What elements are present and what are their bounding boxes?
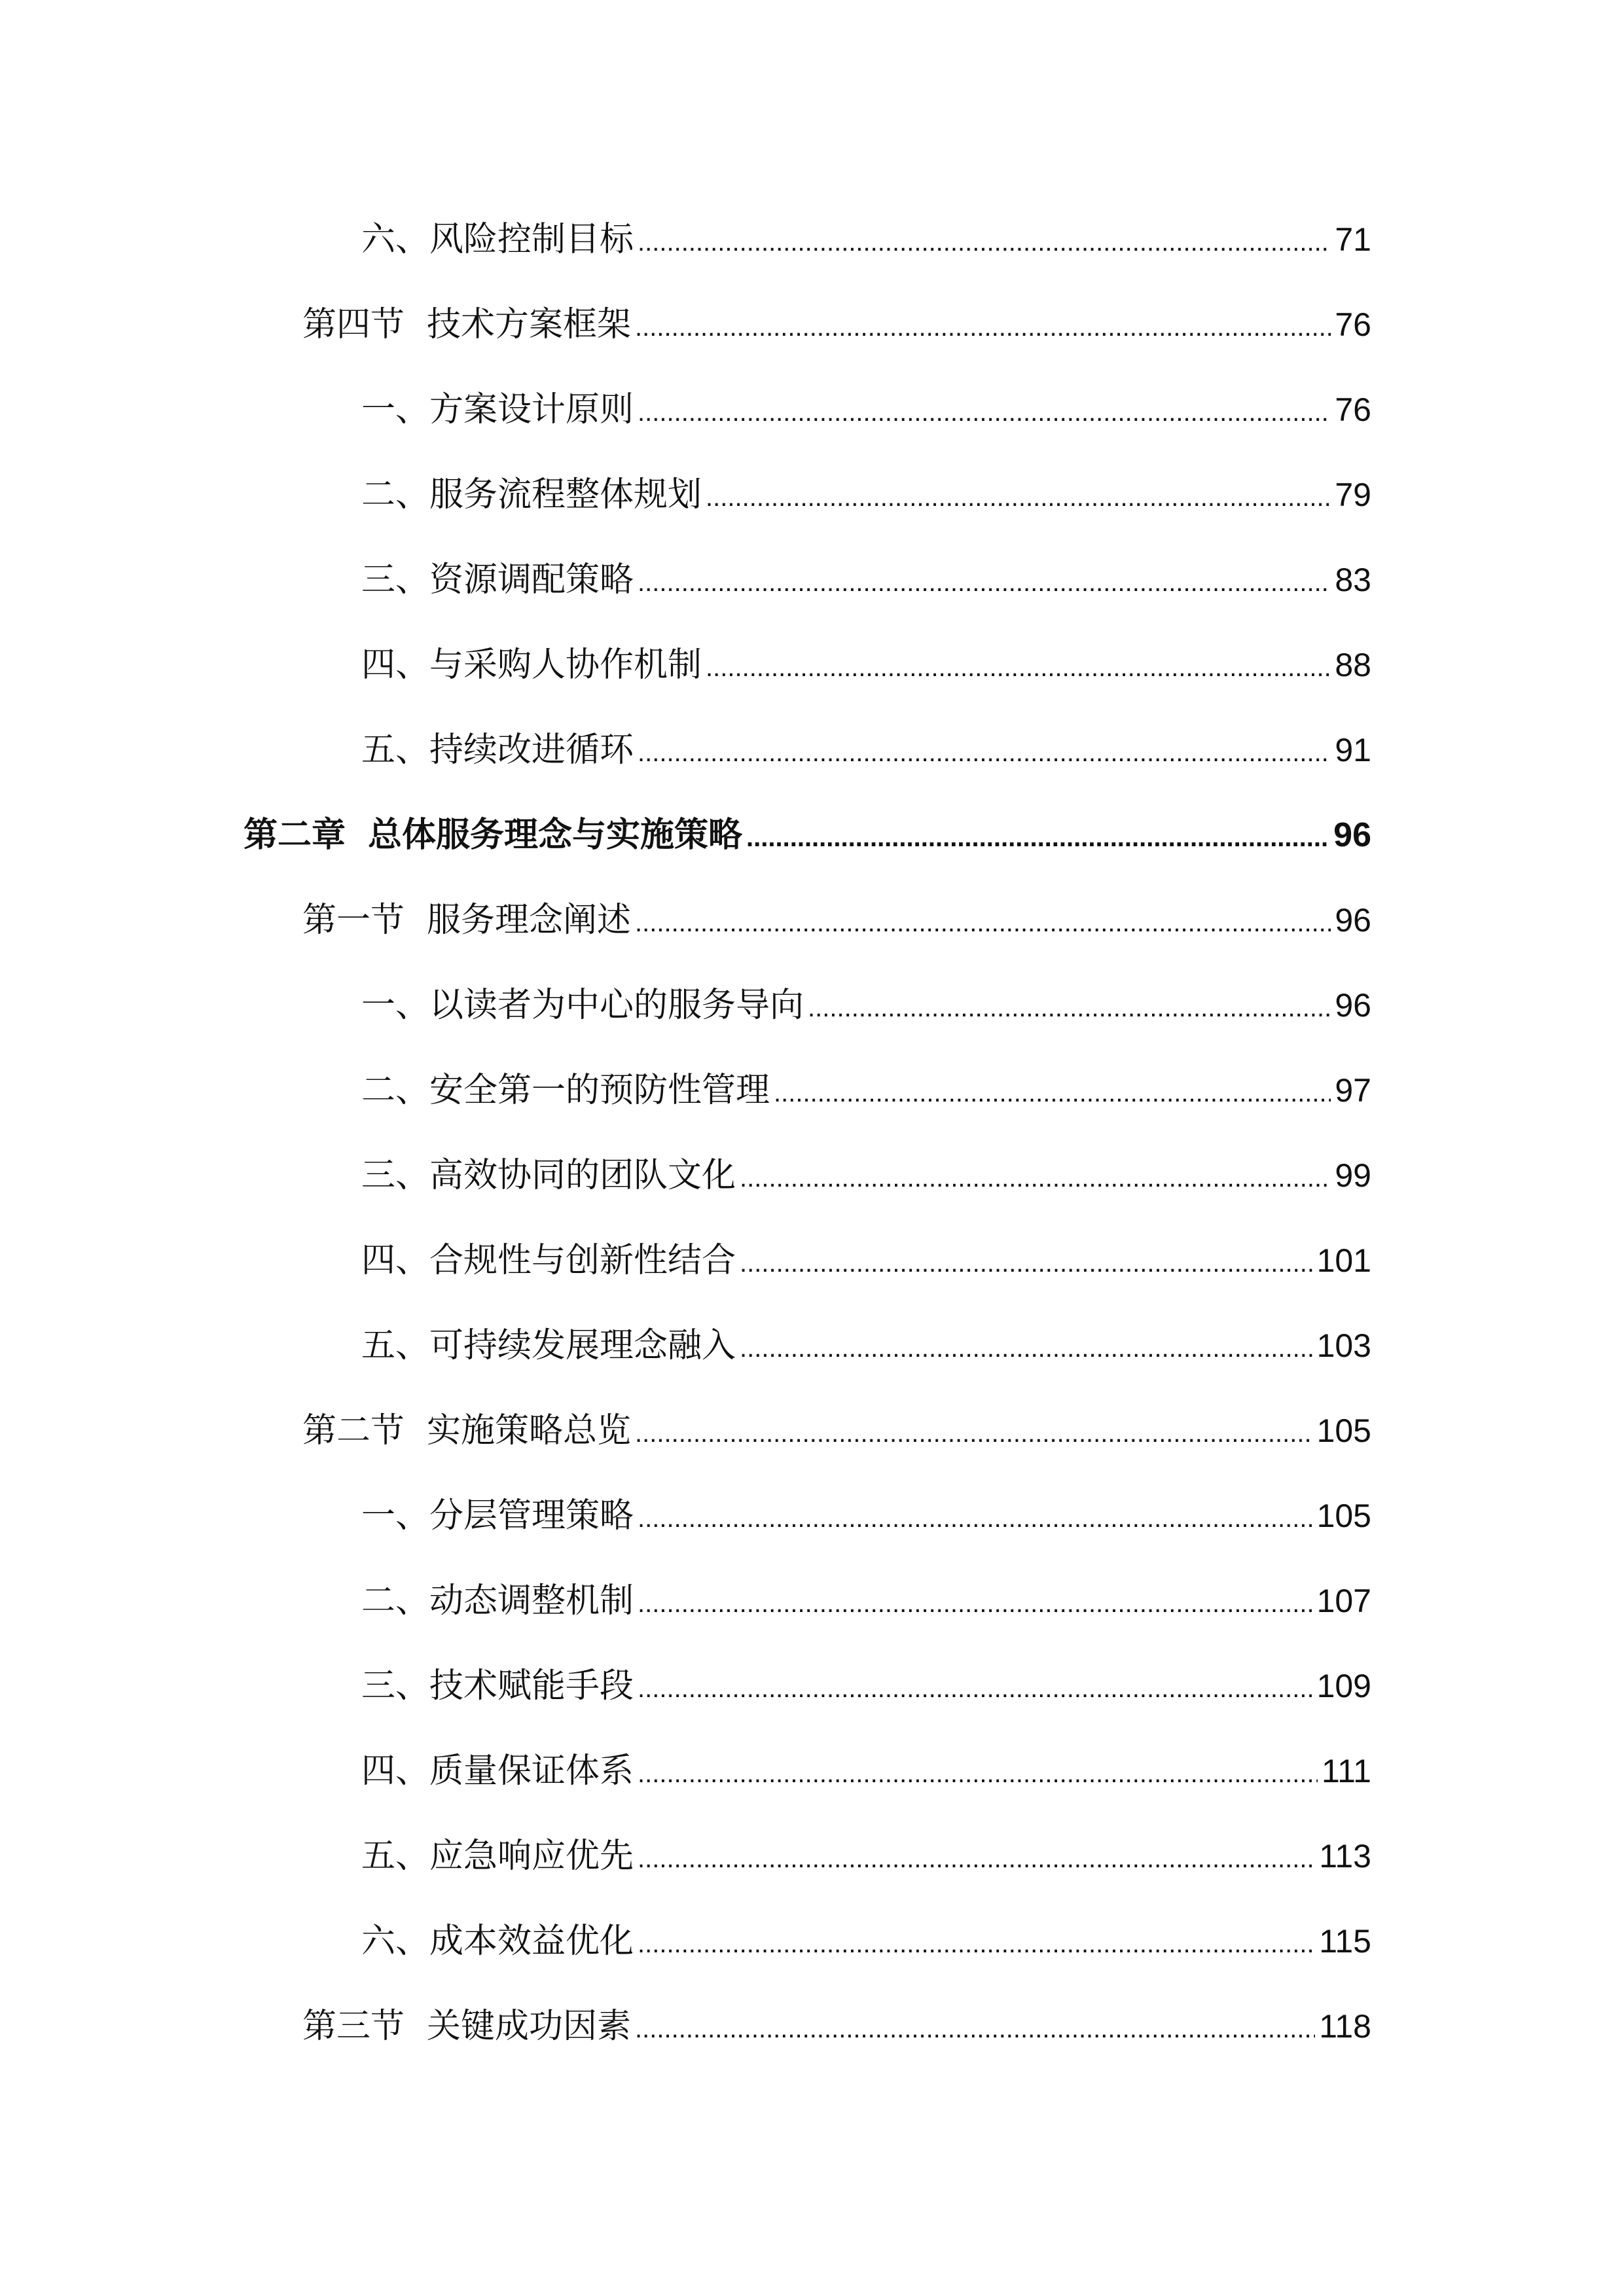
toc-entry-prefix: 五、 (361, 1837, 430, 1876)
toc-entry[interactable] (302, 888, 1371, 953)
toc-entry-prefix: 二、 (361, 1071, 430, 1110)
toc-dot-leader (638, 1741, 1318, 1806)
toc-entry-prefix: 第四节 (302, 305, 405, 344)
toc-entry[interactable] (361, 1568, 1371, 1634)
toc-entry-prefix: 三、 (361, 1156, 430, 1195)
toc-entry-prefix: 五、 (361, 730, 430, 770)
toc-entry-label (361, 1738, 634, 1804)
toc-page-number: 101 (1316, 1242, 1371, 1279)
toc-entry-prefix: 三、 (361, 560, 430, 600)
toc-entry-prefix: 四、 (361, 645, 430, 685)
toc-page-number: 105 (1316, 1412, 1371, 1449)
toc-entry-title: 方案设计原则 (429, 390, 634, 429)
toc-entry[interactable] (361, 717, 1371, 783)
toc-page-number: 115 (1319, 1923, 1371, 1960)
toc-entry-title: 实施策略总览 (427, 1411, 632, 1450)
toc-entry[interactable] (361, 632, 1371, 698)
toc-page-number: 113 (1319, 1838, 1371, 1874)
toc-entry-label (361, 1823, 634, 1889)
toc-entry-label (361, 547, 634, 613)
toc-entry[interactable] (361, 1738, 1371, 1804)
toc-entry-prefix: 二、 (361, 1581, 430, 1621)
toc-page-number: 79 (1335, 476, 1371, 513)
toc-dot-leader (635, 890, 1331, 956)
toc-entry[interactable] (361, 1058, 1371, 1123)
toc-entry-label (361, 1143, 736, 1208)
toc-entry[interactable] (361, 377, 1371, 442)
toc-entry-label (361, 1653, 634, 1719)
toc-entry[interactable] (361, 973, 1371, 1038)
toc-page-number: 99 (1335, 1157, 1371, 1194)
toc-entry-label (302, 888, 631, 953)
toc-entry[interactable] (302, 292, 1371, 357)
toc-page-number: 105 (1316, 1498, 1371, 1534)
toc-page-number: 111 (1321, 1753, 1371, 1789)
toc-entry-title: 总体服务理念与实施策略 (368, 816, 743, 855)
toc-entry[interactable] (361, 547, 1371, 613)
toc-entry-title: 服务理念阐述 (427, 901, 632, 940)
toc-entry-title: 关键成功因素 (427, 2007, 632, 2046)
toc-entry-prefix: 六、 (361, 1922, 430, 1961)
toc-entry-prefix: 五、 (361, 1326, 430, 1365)
toc-page-number: 96 (1333, 816, 1371, 854)
toc-dot-leader (740, 1316, 1313, 1381)
toc-entry-title: 高效协同的团队文化 (429, 1156, 736, 1195)
toc-entry-prefix: 一、 (361, 390, 430, 429)
toc-entry-title: 与采购人协作机制 (429, 645, 702, 685)
toc-entry-prefix: 一、 (361, 986, 430, 1025)
toc-dot-leader (638, 1911, 1315, 1977)
toc-entry-label (361, 973, 804, 1038)
toc-dot-leader (638, 209, 1331, 275)
toc-entry-prefix: 一、 (361, 1496, 430, 1535)
toc-entry-title: 技术赋能手段 (429, 1666, 634, 1706)
toc-dot-leader (746, 805, 1329, 870)
toc-dot-leader (638, 1656, 1313, 1721)
toc-entry-label (361, 717, 634, 783)
toc-entry[interactable] (361, 1653, 1371, 1719)
toc-entry-title: 可持续发展理念融入 (429, 1326, 736, 1365)
toc-dot-leader (638, 380, 1331, 445)
toc-entry-title: 资源调配策略 (429, 560, 634, 600)
toc-entry[interactable] (361, 1823, 1371, 1889)
toc-entry[interactable] (361, 1143, 1371, 1208)
toc-dot-leader (638, 1826, 1315, 1892)
toc-page-number: 109 (1316, 1668, 1371, 1704)
toc-entry-label (244, 802, 742, 868)
toc-entry-label (361, 1058, 770, 1123)
toc-entry-label (361, 1313, 736, 1378)
toc-page-number: 91 (1335, 732, 1371, 768)
toc-page-number: 76 (1335, 306, 1371, 343)
toc-page-number: 76 (1335, 391, 1371, 428)
toc-page-number: 107 (1316, 1583, 1371, 1619)
toc-entry-title: 安全第一的预防性管理 (429, 1071, 770, 1110)
toc-entry-title: 服务流程整体规划 (429, 475, 702, 514)
toc-page-number: 88 (1335, 647, 1371, 683)
toc-entry-title: 合规性与创新性结合 (429, 1241, 736, 1280)
toc-entry-title: 持续改进循环 (429, 730, 634, 770)
toc-entry-label (361, 1568, 634, 1634)
toc-entry-prefix: 第二章 (244, 816, 346, 855)
toc-entry-title: 风险控制目标 (429, 220, 634, 259)
toc-entry-title: 质量保证体系 (429, 1751, 634, 1791)
toc-entry-title: 分层管理策略 (429, 1496, 634, 1535)
toc-page-number: 71 (1335, 221, 1371, 258)
toc-entry-prefix: 二、 (361, 475, 430, 514)
toc-chapter-entry[interactable] (244, 802, 1371, 868)
toc-entry-prefix: 第三节 (302, 2007, 405, 2046)
toc-entry[interactable] (361, 462, 1371, 528)
toc-dot-leader (740, 1230, 1313, 1296)
toc-entry-label (361, 377, 634, 442)
toc-dot-leader (706, 465, 1331, 530)
toc-dot-leader (638, 550, 1331, 615)
toc-entry[interactable] (361, 1313, 1371, 1378)
toc-entry[interactable] (361, 1909, 1371, 1974)
toc-dot-leader (774, 1060, 1331, 1126)
toc-dot-leader (635, 295, 1331, 360)
toc-entry-label (302, 1994, 631, 2059)
toc-entry-label (361, 462, 702, 528)
toc-entry[interactable] (361, 207, 1371, 272)
toc-entry-title: 技术方案框架 (427, 305, 632, 344)
toc-dot-leader (706, 635, 1331, 700)
toc-entry-label (361, 1228, 736, 1293)
toc-page-number: 103 (1316, 1327, 1371, 1364)
toc-entry-title: 动态调整机制 (429, 1581, 634, 1621)
toc-dot-leader (638, 1571, 1313, 1636)
toc-entry-title: 以读者为中心的服务导向 (429, 986, 804, 1025)
toc-page-number: 83 (1335, 562, 1371, 598)
toc-entry[interactable] (361, 1228, 1371, 1293)
toc-dot-leader (635, 1996, 1315, 2062)
toc-dot-leader (638, 720, 1331, 785)
toc-page-number: 96 (1335, 902, 1371, 939)
toc-dot-leader (740, 1145, 1331, 1211)
toc-dot-leader (808, 975, 1331, 1041)
toc-entry-label (361, 1909, 634, 1974)
toc-entry-label (361, 632, 702, 698)
toc-entry[interactable] (361, 1483, 1371, 1549)
toc-page-number: 118 (1319, 2008, 1371, 2045)
toc-dot-leader (635, 1401, 1313, 1466)
toc-entry[interactable] (302, 1398, 1371, 1463)
toc-entry-title: 应急响应优先 (429, 1837, 634, 1876)
toc-entry-prefix: 第二节 (302, 1411, 405, 1450)
toc-entry-prefix: 三、 (361, 1666, 430, 1706)
toc-page-number: 96 (1335, 987, 1371, 1024)
toc-dot-leader (638, 1486, 1313, 1551)
toc-entry-prefix: 六、 (361, 220, 430, 259)
toc-entry-label (302, 1398, 631, 1463)
toc-entry-prefix: 四、 (361, 1241, 430, 1280)
toc-entry-prefix: 第一节 (302, 901, 405, 940)
toc-entry-label (302, 292, 631, 357)
toc-entry[interactable] (302, 1994, 1371, 2059)
toc-entry-label (361, 1483, 634, 1549)
toc-entry-prefix: 四、 (361, 1751, 430, 1791)
toc-entry-label (361, 207, 634, 272)
toc-page-number: 97 (1335, 1072, 1371, 1109)
toc-entry-title: 成本效益优化 (429, 1922, 634, 1961)
